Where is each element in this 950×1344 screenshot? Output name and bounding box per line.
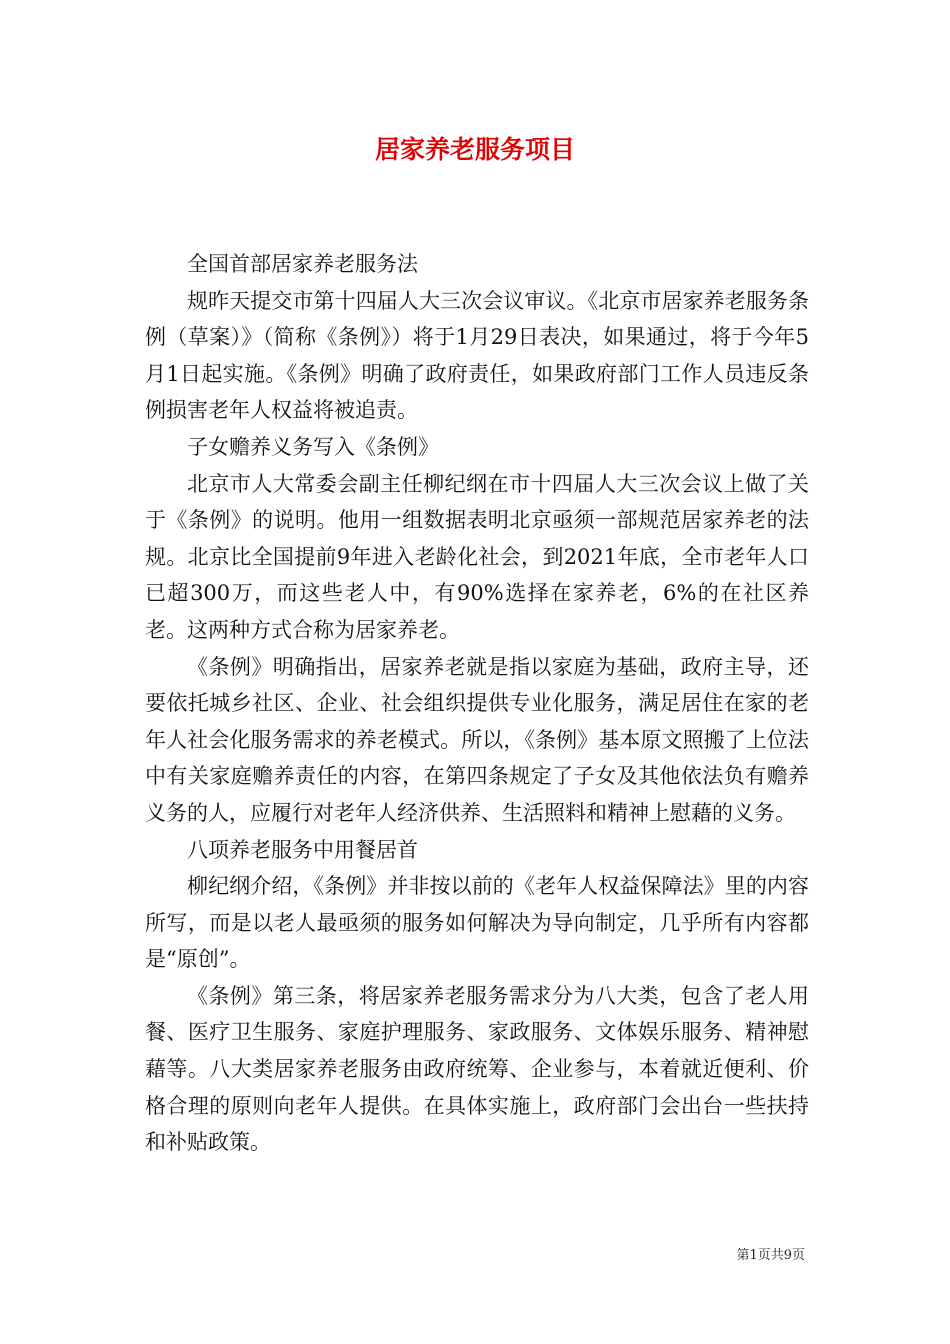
- document-title: 居家养老服务项目: [374, 135, 575, 164]
- section-heading: 全国首部居家养老服务法: [187, 252, 418, 276]
- section-heading: 八项养老服务中用餐居首: [187, 837, 418, 862]
- page-number: 第1页共9页: [736, 1248, 805, 1263]
- paragraph: 《条例》第三条，将居家养老服务需求分为八大类，包含了老人用餐、医疗卫生服务、家庭护理服务、家政服务、文体娱乐服务、精神慰藉等。八大类居家养老服务由政府统筹、企业参与，本着就近便利、价格合理的原则向老年人提供。在具体实施上，政府部门会出台一些扶持和补贴政策。: [145, 983, 809, 1155]
- paragraph: 柳纪纲介绍，《条例》并非按以前的《老年人权益保障法》里的内容所写，而是以老人最亟须的服务如何解决为导向制定，几乎所有内容都是“原创”。: [145, 874, 809, 972]
- paragraph: 《条例》明确指出，居家养老就是指以家庭为基础，政府主导，还要依托城乡社区、企业、社会组织提供专业化服务，满足居住在家的老年人社会化服务需求的养老模式。所以，《条例》基本原文照搬了上位法中有关家庭赡养责任的内容，在第四条规定了子女及其他依法负有赡养义务的人，应履行对老年人经济供养、生活照料和精神上慰藉的义务。: [145, 654, 809, 825]
- document-body: [145, 246, 809, 1161]
- paragraph: 规昨天提交市第十四届人大三次会议审议。《北京市居家养老服务条例（草案）》（简称《条例》）将于1月29日表决，如果通过，将于今年5月1日起实施。《条例》明确了政府责任，如果政府部门工作人员违反条例损害老年人权益将被追责。: [145, 288, 809, 423]
- section-heading: 子女赡养义务写入《条例》: [187, 434, 439, 459]
- paragraph: 北京市人大常委会副主任柳纪纲在市十四届人大三次会议上做了关于《条例》的说明。他用一组数据表明北京亟须一部规范居家养老的法规。北京比全国提前9年进入老龄化社会，到2021年底，全市老年人口已超300万，而这些老人中，有90%选择在家养老，6%的在社区养老。这两种方式合称为居家养老。: [145, 471, 809, 642]
